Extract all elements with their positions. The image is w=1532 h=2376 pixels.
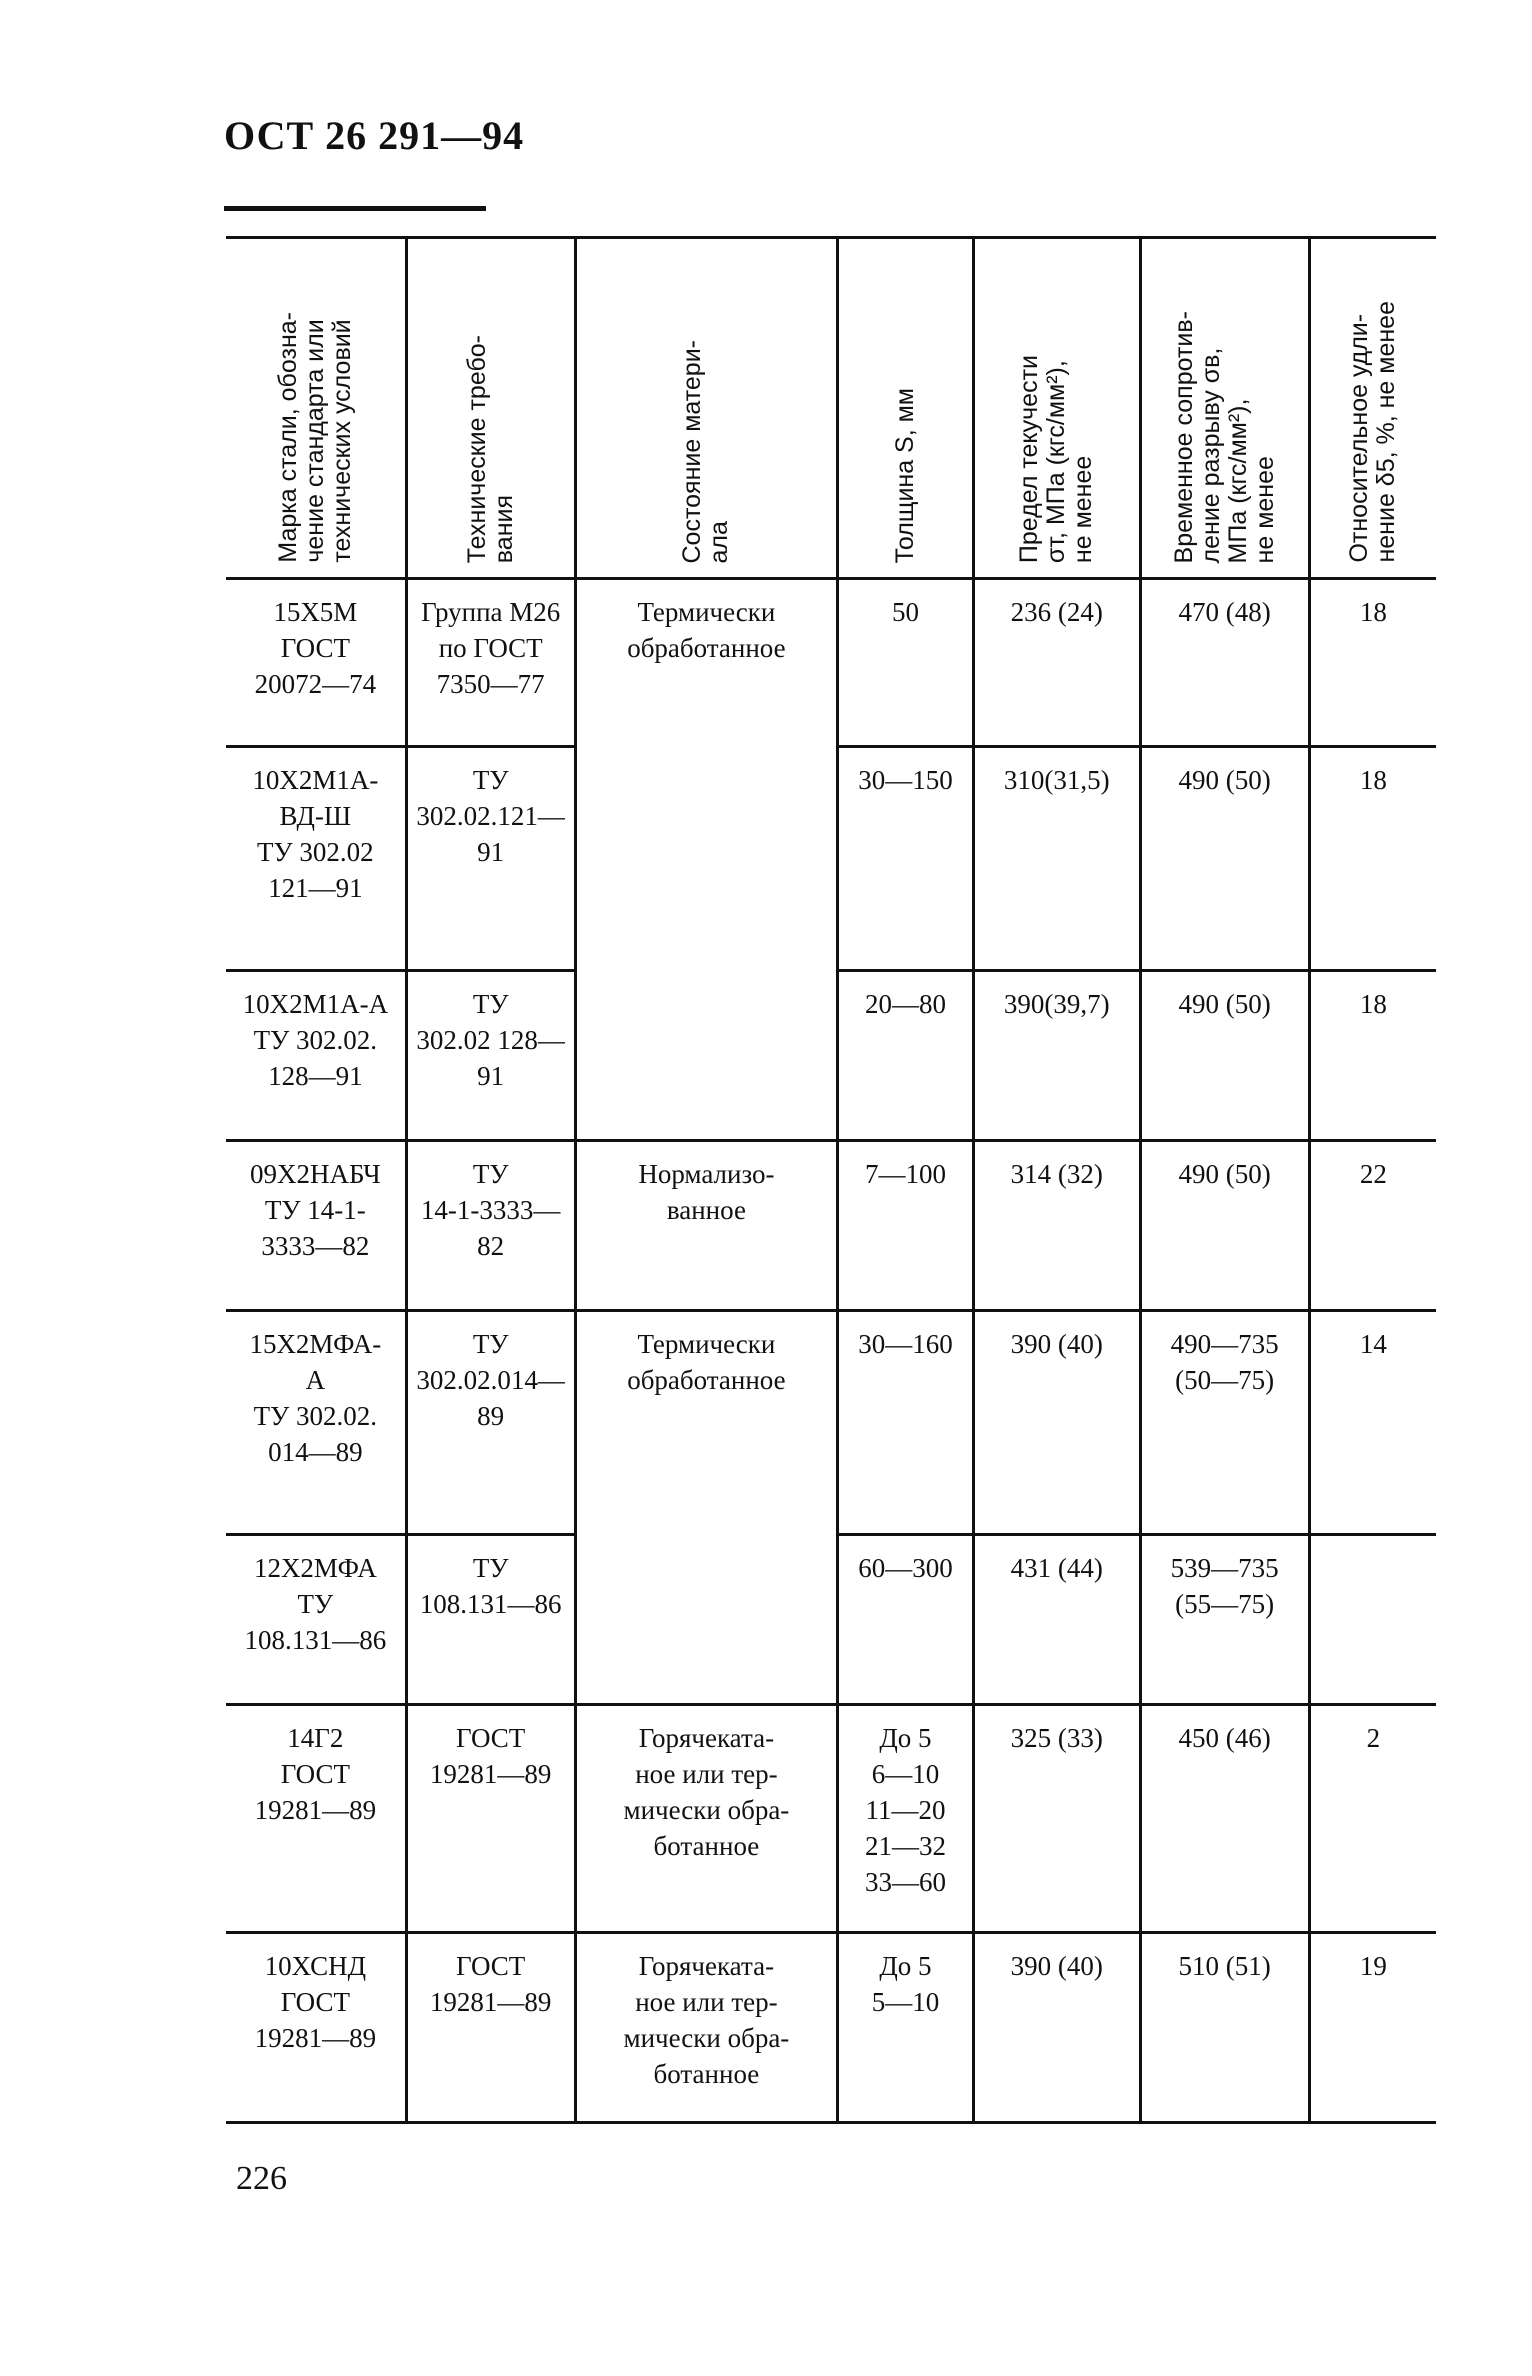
requirements-cell: ГОСТ 19281—89: [406, 1933, 575, 2123]
column-header: [226, 238, 406, 579]
material-state-cell: Термически обработанное: [575, 1311, 837, 1705]
yield-strength-cell: 310(31,5): [973, 747, 1140, 971]
yield-strength-cell: 390 (40): [973, 1933, 1140, 2123]
steel-grade-cell: 15Х5М ГОСТ 20072—74: [254, 597, 377, 699]
thickness-cell: До 5 5—10: [838, 1933, 974, 2123]
steel-spec-table: [226, 236, 1436, 2124]
requirements-cell: ТУ 302.02 128—91: [406, 971, 575, 1141]
header-rule: [224, 206, 486, 211]
column-header-label: Толщина S, мм: [890, 387, 919, 563]
requirements-cell: ТУ 302.02.014—89: [406, 1311, 575, 1535]
yield-strength-cell: 390(39,7): [973, 971, 1140, 1141]
column-header: [406, 238, 575, 579]
tensile-strength-cell: 539—735 (55—75): [1140, 1535, 1309, 1705]
elongation-cell: 14: [1309, 1311, 1436, 1535]
tensile-strength-cell: 490 (50): [1140, 1141, 1309, 1311]
elongation-cell: 18: [1309, 971, 1436, 1141]
page-number: 226: [236, 2160, 287, 2197]
column-header-label: Временное сопротив- ление разрыву σв, МПа (кгс/мм²), не менее: [1169, 310, 1279, 563]
elongation-cell: 22: [1309, 1141, 1436, 1311]
column-header-label: Относительное удли- нение δ5, %, не менее: [1345, 301, 1401, 563]
material-state-cell: Горячеката- ное или тер- мически обра- ботанное: [575, 1705, 837, 1933]
requirements-cell: ГОСТ 19281—89: [406, 1705, 575, 1933]
thickness-cell: 30—150: [838, 747, 974, 971]
yield-strength-cell: 236 (24): [973, 579, 1140, 747]
column-header: [1140, 238, 1309, 579]
column-header: [575, 238, 837, 579]
steel-grade-cell: 09Х2НАБЧ ТУ 14-1- 3333—82: [249, 1159, 381, 1261]
yield-strength-cell: 314 (32): [973, 1141, 1140, 1311]
column-header-label: Состояние матери- ала: [678, 339, 734, 563]
elongation-cell: [1309, 1535, 1436, 1705]
requirements-cell: ТУ 302.02.121—91: [406, 747, 575, 971]
yield-strength-cell: 390 (40): [973, 1311, 1140, 1535]
steel-grade-cell: 14Г2 ГОСТ 19281—89: [254, 1723, 377, 1825]
table-row: [226, 1933, 1436, 2123]
tensile-strength-cell: 490 (50): [1140, 747, 1309, 971]
steel-grade-cell: 10ХСНД ГОСТ 19281—89: [254, 1951, 377, 2053]
column-header-label: Предел текучести σт, МПа (кгс/мм²), не менее: [1015, 354, 1098, 563]
document-header: ОСТ 26 291—94: [224, 113, 525, 158]
column-header-label: Марка стали, обозна- чение стандарта или технических условий: [273, 312, 356, 563]
requirements-cell: ТУ 108.131—86: [406, 1535, 575, 1705]
elongation-cell: 18: [1309, 747, 1436, 971]
table-row: [226, 1141, 1436, 1311]
requirements-cell: Группа М26 по ГОСТ 7350—77: [406, 579, 575, 747]
thickness-cell: 30—160: [838, 1311, 974, 1535]
table-row: [226, 1705, 1436, 1933]
thickness-cell: До 5 6—10 11—20 21—32 33—60: [838, 1705, 974, 1933]
column-header: [1309, 238, 1436, 579]
requirements-cell: ТУ 14-1-3333—82: [406, 1141, 575, 1311]
thickness-cell: 60—300: [838, 1535, 974, 1705]
yield-strength-cell: 431 (44): [973, 1535, 1140, 1705]
tensile-strength-cell: 490 (50): [1140, 971, 1309, 1141]
material-state-cell: Термически обработанное: [575, 579, 837, 1141]
tensile-strength-cell: 490—735 (50—75): [1140, 1311, 1309, 1535]
table-row: [226, 1311, 1436, 1535]
steel-grade-cell: 12Х2МФА ТУ 108.131—86: [244, 1553, 387, 1655]
column-header: [973, 238, 1140, 579]
tensile-strength-cell: 510 (51): [1140, 1933, 1309, 2123]
column-header: [838, 238, 974, 579]
table-row: [226, 579, 1436, 747]
yield-strength-cell: 325 (33): [973, 1705, 1140, 1933]
elongation-cell: 2: [1309, 1705, 1436, 1933]
elongation-cell: 18: [1309, 579, 1436, 747]
tensile-strength-cell: 470 (48): [1140, 579, 1309, 747]
steel-grade-cell: 15Х2МФА- А ТУ 302.02. 014—89: [249, 1329, 382, 1467]
material-state-cell: Нормализо- ванное: [575, 1141, 837, 1311]
steel-grade-cell: 10Х2М1А-А ТУ 302.02. 128—91: [242, 989, 389, 1091]
thickness-cell: 7—100: [838, 1141, 974, 1311]
table-header-row: [226, 238, 1436, 579]
thickness-cell: 50: [838, 579, 974, 747]
elongation-cell: 19: [1309, 1933, 1436, 2123]
thickness-cell: 20—80: [838, 971, 974, 1141]
steel-grade-cell: 10Х2М1А- ВД-Ш ТУ 302.02 121—91: [252, 765, 379, 903]
column-header-label: Технические требо- вания: [462, 334, 518, 563]
material-state-cell: Горячеката- ное или тер- мически обра- ботанное: [575, 1933, 837, 2123]
tensile-strength-cell: 450 (46): [1140, 1705, 1309, 1933]
